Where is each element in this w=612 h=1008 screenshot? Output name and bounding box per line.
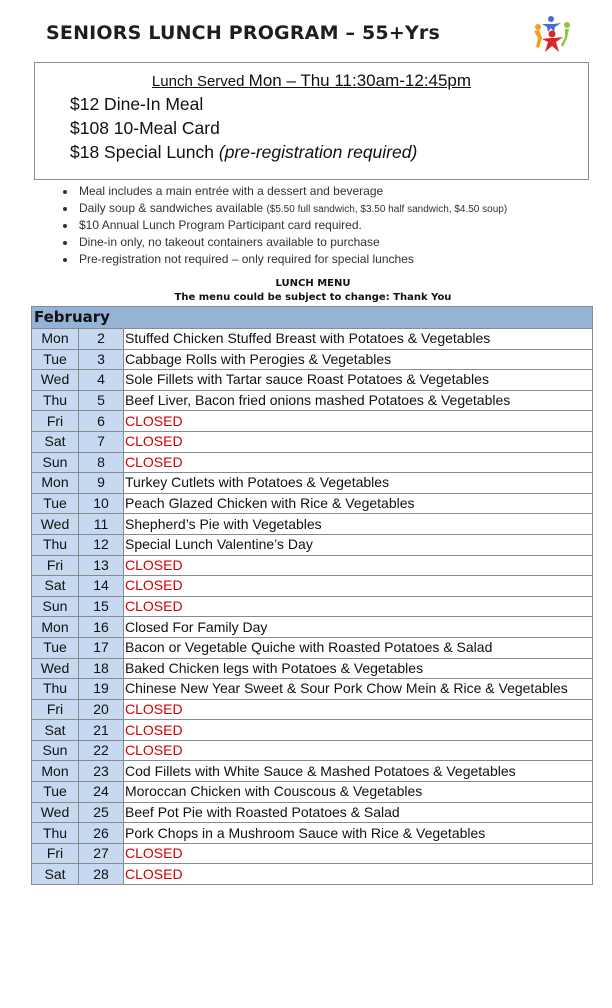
menu-date: 27 [79, 843, 124, 864]
note-item [60, 183, 507, 200]
menu-day: Tue [32, 637, 79, 658]
menu-row [32, 473, 593, 494]
menu-day: Sat [32, 864, 79, 885]
note-item [60, 251, 507, 268]
menu-date: 20 [79, 699, 124, 720]
note-text: Meal includes a main entrée with a dessert and beverage [79, 184, 384, 198]
menu-day: Mon [32, 761, 79, 782]
menu-date: 10 [79, 493, 124, 514]
lunch-served-hours [35, 71, 588, 91]
served-days-time: Mon – Thu 11:30am-12:45pm [248, 71, 472, 90]
menu-day: Tue [32, 349, 79, 370]
menu-date: 16 [79, 617, 124, 638]
menu-date: 12 [79, 534, 124, 555]
menu-date: 14 [79, 576, 124, 597]
menu-day: Sun [32, 596, 79, 617]
menu-day: Sun [32, 740, 79, 761]
menu-row [32, 699, 593, 720]
menu-heading: LUNCH MENU [275, 278, 351, 289]
menu-row [32, 514, 593, 535]
menu-day: Sat [32, 431, 79, 452]
menu-row [32, 534, 593, 555]
menu-meal: Beef Pot Pie with Roasted Potatoes & Salad [124, 802, 593, 823]
note-text: $10 Annual Lunch Program Participant card required. [79, 218, 362, 232]
menu-day: Thu [32, 823, 79, 844]
menu-day: Mon [32, 473, 79, 494]
menu-row [32, 555, 593, 576]
menu-row [32, 658, 593, 679]
price-meal-card-text: $108 10-Meal Card [70, 118, 220, 138]
menu-row [32, 576, 593, 597]
note-prices: ($5.50 full sandwich, $3.50 half sandwich, $4.50 soup) [266, 204, 508, 215]
menu-date: 6 [79, 411, 124, 432]
menu-row [32, 679, 593, 700]
price-meal-card [70, 118, 220, 139]
menu-meal: Stuffed Chicken Stuffed Breast with Potatoes & Vegetables [124, 329, 593, 350]
menu-day: Thu [32, 534, 79, 555]
menu-date: 28 [79, 864, 124, 885]
served-prefix: Lunch Served [151, 73, 249, 90]
month-label: February [32, 307, 593, 329]
menu-day: Sun [32, 452, 79, 473]
menu-row [32, 637, 593, 658]
menu-meal: Shepherd’s Pie with Vegetables [124, 514, 593, 535]
logo-figure-blue [542, 16, 561, 32]
price-special-lunch-note: (pre-registration required) [218, 142, 418, 162]
menu-date: 9 [79, 473, 124, 494]
menu-day: Thu [32, 679, 79, 700]
page-title: SENIORS LUNCH PROGRAM – 55+Yrs [46, 22, 441, 44]
menu-date: 25 [79, 802, 124, 823]
menu-day: Wed [32, 658, 79, 679]
menu-row [32, 596, 593, 617]
note-item [60, 234, 507, 251]
price-special-lunch-text: $18 Special Lunch [70, 142, 219, 162]
menu-meal-closed: CLOSED [124, 843, 593, 864]
menu-meal: Special Lunch Valentine’s Day [124, 534, 593, 555]
menu-meal-closed: CLOSED [124, 596, 593, 617]
menu-meal: Cod Fillets with White Sauce & Mashed Potatoes & Vegetables [124, 761, 593, 782]
logo-figure-orange [534, 24, 542, 48]
menu-day: Mon [32, 617, 79, 638]
menu-date: 24 [79, 782, 124, 803]
menu-meal-closed: CLOSED [124, 452, 593, 473]
menu-day: Tue [32, 782, 79, 803]
menu-date: 8 [79, 452, 124, 473]
menu-meal: Cabbage Rolls with Perogies & Vegetables [124, 349, 593, 370]
note-item [60, 217, 507, 234]
menu-row [32, 761, 593, 782]
menu-meal: Pork Chops in a Mushroom Sauce with Rice & Vegetables [124, 823, 593, 844]
menu-date: 23 [79, 761, 124, 782]
menu-date: 26 [79, 823, 124, 844]
menu-row [32, 782, 593, 803]
logo-figure-green [561, 22, 570, 47]
menu-day: Wed [32, 370, 79, 391]
price-dine-in-text: $12 Dine-In Meal [70, 94, 204, 114]
menu-meal-closed: CLOSED [124, 555, 593, 576]
menu-date: 2 [79, 329, 124, 350]
note-text: Dine-in only, no takeout containers available to purchase [79, 235, 380, 249]
menu-date: 18 [79, 658, 124, 679]
menu-day: Sat [32, 576, 79, 597]
menu-date: 4 [79, 370, 124, 391]
menu-date: 13 [79, 555, 124, 576]
menu-day: Thu [32, 390, 79, 411]
menu-meal: Baked Chicken legs with Potatoes & Vegetables [124, 658, 593, 679]
menu-day: Fri [32, 843, 79, 864]
menu-row [32, 431, 593, 452]
program-notes-list [60, 183, 507, 268]
menu-date: 5 [79, 390, 124, 411]
menu-date: 19 [79, 679, 124, 700]
menu-day: Tue [32, 493, 79, 514]
menu-row [32, 617, 593, 638]
lunch-menu-table [31, 306, 593, 885]
menu-meal: Chinese New Year Sweet & Sour Pork Chow Mein & Rice & Vegetables [124, 679, 593, 700]
menu-row [32, 802, 593, 823]
menu-day: Fri [32, 699, 79, 720]
menu-row [32, 823, 593, 844]
menu-meal: Moroccan Chicken with Couscous & Vegetables [124, 782, 593, 803]
menu-date: 7 [79, 431, 124, 452]
month-header-row [32, 307, 593, 329]
menu-day: Wed [32, 514, 79, 535]
menu-date: 11 [79, 514, 124, 535]
menu-date: 17 [79, 637, 124, 658]
note-text: Daily soup & sandwiches available [79, 201, 267, 215]
menu-day: Sat [32, 720, 79, 741]
menu-meal-closed: CLOSED [124, 720, 593, 741]
menu-row [32, 390, 593, 411]
lunch-info-box [34, 62, 589, 180]
menu-meal: Bacon or Vegetable Quiche with Roasted Potatoes & Salad [124, 637, 593, 658]
menu-day: Fri [32, 555, 79, 576]
menu-row [32, 864, 593, 885]
menu-meal-closed: CLOSED [124, 699, 593, 720]
menu-meal: Sole Fillets with Tartar sauce Roast Potatoes & Vegetables [124, 370, 593, 391]
menu-meal: Beef Liver, Bacon fried onions mashed Potatoes & Vegetables [124, 390, 593, 411]
menu-meal: Closed For Family Day [124, 617, 593, 638]
menu-row [32, 493, 593, 514]
menu-meal-closed: CLOSED [124, 576, 593, 597]
menu-meal: Turkey Cutlets with Potatoes & Vegetables [124, 473, 593, 494]
menu-meal-closed: CLOSED [124, 864, 593, 885]
menu-row [32, 370, 593, 391]
menu-date: 21 [79, 720, 124, 741]
menu-meal-closed: CLOSED [124, 431, 593, 452]
menu-row [32, 740, 593, 761]
menu-day: Wed [32, 802, 79, 823]
menu-day: Fri [32, 411, 79, 432]
menu-row [32, 452, 593, 473]
menu-date: 22 [79, 740, 124, 761]
menu-meal-closed: CLOSED [124, 411, 593, 432]
menu-date: 3 [79, 349, 124, 370]
menu-row [32, 720, 593, 741]
menu-meal: Peach Glazed Chicken with Rice & Vegetables [124, 493, 593, 514]
menu-row [32, 411, 593, 432]
people-circle-logo-icon [530, 14, 574, 54]
menu-day: Mon [32, 329, 79, 350]
note-text: Pre-registration not required – only required for special lunches [79, 252, 414, 266]
menu-date: 15 [79, 596, 124, 617]
price-dine-in [70, 94, 203, 115]
menu-row [32, 349, 593, 370]
price-special-lunch [70, 142, 417, 163]
menu-meal-closed: CLOSED [124, 740, 593, 761]
logo-figure-red [542, 31, 563, 53]
menu-subheading: The menu could be subject to change: Thank You [174, 292, 452, 303]
note-item [60, 200, 507, 217]
menu-row [32, 843, 593, 864]
menu-row [32, 329, 593, 350]
